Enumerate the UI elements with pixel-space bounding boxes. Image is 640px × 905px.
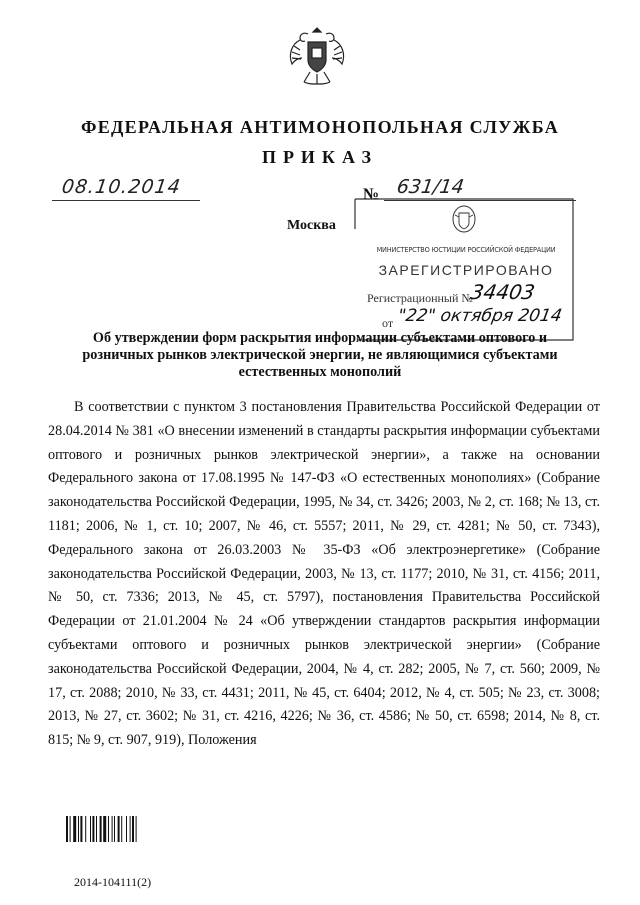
date-underline	[52, 200, 200, 201]
agency-name: ФЕДЕРАЛЬНАЯ АНТИМОНОПОЛЬНАЯ СЛУЖБА	[80, 117, 560, 137]
stamp-registration-number: 34403	[468, 280, 537, 304]
stamp-from-label: от	[382, 316, 394, 330]
coat-of-arms-emblem-icon	[286, 22, 348, 90]
document-title: Об утверждении форм раскрытия информации субъектами оптового и розничных рынков электрической энергии, не являющимися субъектами естественных монополий	[82, 330, 558, 380]
city: Москва	[287, 218, 336, 233]
stamp-emblem-icon	[453, 206, 475, 232]
stamp-registration-label: Регистрационный №	[367, 291, 473, 305]
body-paragraph	[48, 396, 600, 753]
stamp-registration-date: "22" октября 2014	[396, 306, 564, 326]
order-number: 631/14	[395, 176, 466, 198]
stamp-registered: ЗАРЕГИСТРИРОВАНО	[378, 262, 554, 278]
document-type: ПРИКАЗ	[261, 147, 379, 167]
body-text: В соответствии с пунктом 3 постановления Правительства Российской Федерации от 28.04.2014 № 381 «О внесении изменений в стандарты раскрытия информации субъектами оптового и розничных рынков электрической энергии», а также на основании Федерального закона от 17.08.1995 № 147-ФЗ «О естественных монополиях» (Собрание законодательства Российской Федерации, 1995, № 34, ст. 3426; 2003, № 2, ст. 168; № 13, ст. 1181; 2006, № 1, ст. 10; 2007, № 46, ст. 5557; 2011, № 29, ст. 4281; № 50, ст. 7343), Федерального закона от 26.03.2003 № 35-ФЗ «Об электроэнергетике» (Собрание законодательства Российской Федерации, 2003, № 13, ст. 1177; 2010, № 31, ст. 4156; 2011, № 50, ст. 7336; 2013, № 45, ст. 5797), постановления Правительства Российской Федерации от 21.01.2004 № 24 «Об утверждении стандартов раскрытия информации субъектами оптового и розничных рынков электрической энергии» (Собрание законодательства Российской Федерации, 2004, № 4, ст. 282; 2005, № 7, ст. 560; 2009, № 17, ст. 2088; 2010, № 33, ст. 4431; 2011, № 45, ст. 6404; 2012, № 4, ст. 505; № 23, ст. 3008; 2013, № 27, ст. 3602; № 31, ст. 4216, 4226; № 36, ст. 4586; № 50, ст. 6598; 2014, № 8, ст. 815; № 9, ст. 907, 919), Положения	[48, 399, 600, 749]
order-date: 08.10.2014	[60, 176, 183, 198]
barcode-icon	[66, 816, 162, 842]
stamp-ministry: МИНИСТЕРСТВО ЮСТИЦИИ РОССИЙСКОЙ ФЕДЕРАЦИИ	[376, 245, 556, 254]
order-number-label: №	[363, 186, 380, 203]
document-code: 2014-104111(2)	[74, 875, 152, 889]
